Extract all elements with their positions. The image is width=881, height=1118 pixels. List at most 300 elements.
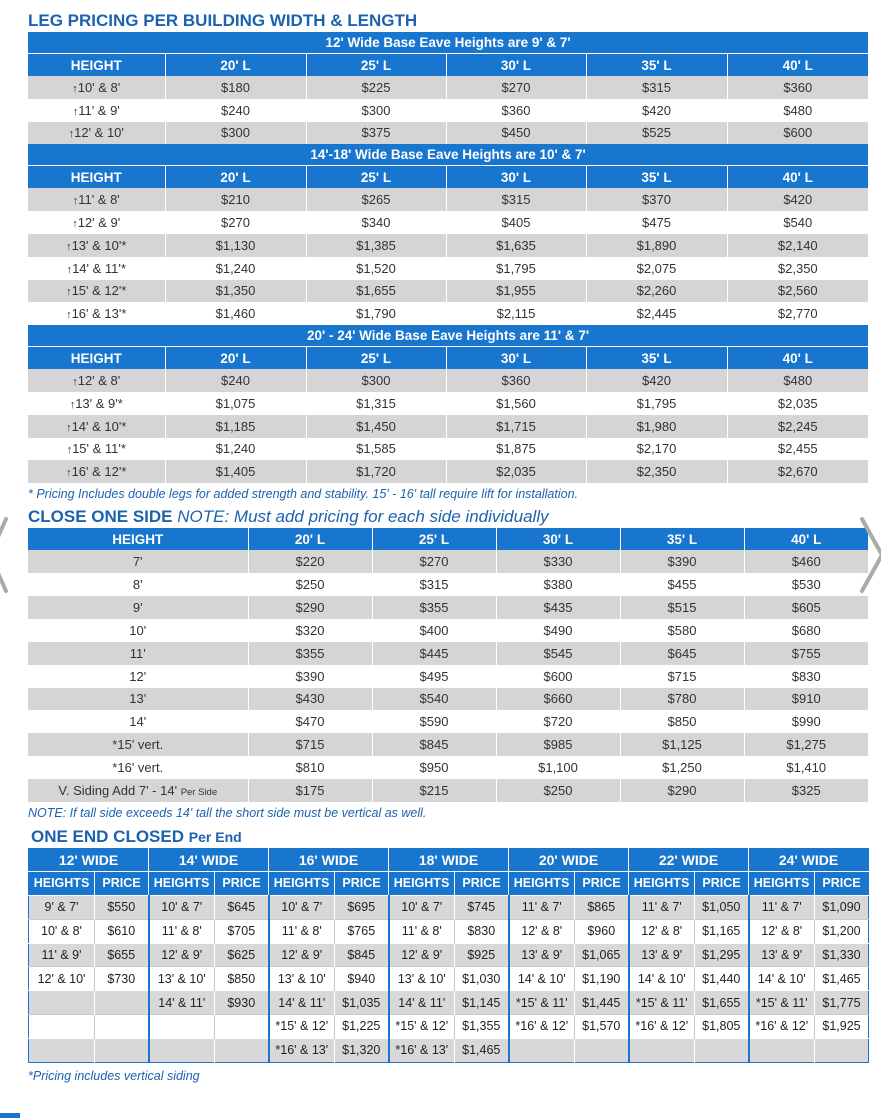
price-cell	[95, 1038, 149, 1062]
price-cell: $1,125	[620, 733, 744, 756]
height-cell	[28, 369, 165, 392]
price-cell: $1,035	[335, 991, 389, 1015]
price-cell: $765	[335, 919, 389, 943]
price-cell: $480	[727, 369, 868, 392]
column-header: 20' L	[165, 54, 306, 77]
price-cell: $1,955	[446, 280, 586, 303]
price-cell: $1,795	[446, 257, 586, 280]
price-cell: $405	[446, 211, 586, 234]
price-cell: $265	[306, 188, 446, 211]
price-cell: $940	[335, 967, 389, 991]
table-row	[29, 1038, 869, 1062]
price-cell: $2,170	[586, 438, 727, 461]
price-cell: $300	[165, 122, 306, 145]
vsiding-row	[28, 779, 868, 802]
width-header-row	[29, 848, 869, 871]
price-cell: $1,240	[165, 257, 306, 280]
height-label: 16' & 12'*	[71, 464, 127, 480]
heights-cell: 14' & 11'	[389, 991, 455, 1015]
price-cell: $1,450	[306, 415, 446, 438]
height-label: 11' & 8'	[78, 192, 120, 208]
heights-header: HEIGHTS	[29, 871, 95, 895]
price-header: PRICE	[815, 871, 869, 895]
price-cell: $1,635	[446, 234, 586, 257]
column-header: 35' L	[586, 347, 727, 370]
price-cell: $990	[744, 710, 868, 733]
up-arrow-icon: ↑	[72, 82, 78, 95]
heights-cell: 9' & 7'	[29, 895, 95, 919]
price-header: PRICE	[215, 871, 269, 895]
eave-band	[28, 325, 868, 347]
column-header-row	[28, 166, 868, 189]
heights-cell: 14' & 10'	[749, 967, 815, 991]
column-header: HEIGHT	[28, 347, 165, 370]
column-header: 40' L	[727, 347, 868, 370]
heights-cell: *16' & 12'	[749, 1014, 815, 1038]
price-header: PRICE	[95, 871, 149, 895]
height-cell	[28, 234, 165, 257]
price-cell: $810	[248, 756, 372, 779]
height-label: 13' & 9'*	[75, 395, 123, 411]
price-cell: $225	[306, 76, 446, 99]
table-row	[28, 710, 868, 733]
column-header-row	[28, 347, 868, 370]
heights-header: HEIGHTS	[629, 871, 695, 895]
price-header: PRICE	[575, 871, 629, 895]
column-header: 25' L	[372, 528, 496, 550]
price-cell: $645	[620, 642, 744, 665]
heights-cell: 13' & 9'	[509, 943, 575, 967]
price-cell: $2,140	[727, 234, 868, 257]
price-cell: $525	[586, 122, 727, 145]
height-cell	[28, 415, 165, 438]
price-cell: $400	[372, 619, 496, 642]
table-row	[28, 550, 868, 573]
price-cell: $660	[496, 688, 620, 711]
heights-cell: 11' & 8'	[149, 919, 215, 943]
heights-cell: 14' & 11'	[149, 991, 215, 1015]
heights-cell	[149, 1038, 215, 1062]
up-arrow-icon: ↑	[72, 376, 78, 389]
heights-header: HEIGHTS	[509, 871, 575, 895]
price-cell: $360	[446, 99, 586, 122]
heights-cell: 14' & 10'	[629, 967, 695, 991]
price-cell	[215, 1038, 269, 1062]
price-cell: $240	[165, 99, 306, 122]
price-cell: $1,320	[335, 1038, 389, 1062]
price-cell: $550	[95, 895, 149, 919]
price-cell: $210	[165, 188, 306, 211]
price-cell: $845	[335, 943, 389, 967]
table-row	[28, 756, 868, 779]
price-cell: $1,075	[165, 392, 306, 415]
heights-cell: *15' & 11'	[749, 991, 815, 1015]
table-row	[28, 688, 868, 711]
up-arrow-icon: ↑	[66, 286, 72, 299]
column-header: 25' L	[306, 54, 446, 77]
price-cell: $355	[248, 642, 372, 665]
price-sheet	[28, 10, 868, 1087]
table-row	[28, 302, 868, 325]
table-row	[28, 733, 868, 756]
price-cell: $925	[455, 943, 509, 967]
column-header: 25' L	[306, 166, 446, 189]
price-cell: $1,275	[744, 733, 868, 756]
price-cell: $655	[95, 943, 149, 967]
height-cell: 14'	[28, 710, 248, 733]
price-cell: $755	[744, 642, 868, 665]
price-cell: $850	[215, 967, 269, 991]
price-cell: $420	[586, 99, 727, 122]
column-header: HEIGHT	[28, 528, 248, 550]
table-row	[29, 967, 869, 991]
table-row	[29, 943, 869, 967]
price-cell: $540	[372, 688, 496, 711]
column-header: 40' L	[727, 54, 868, 77]
heights-cell: *16' & 12'	[629, 1014, 695, 1038]
price-cell: $470	[248, 710, 372, 733]
column-header: HEIGHT	[28, 54, 165, 77]
price-cell: $1,925	[815, 1014, 869, 1038]
table-row	[28, 573, 868, 596]
height-label: 12' & 10'	[74, 125, 124, 141]
price-cell: $625	[215, 943, 269, 967]
close-one-side-footnote: NOTE: If tall side exceeds 14' tall the short side must be vertical as well.	[28, 805, 427, 820]
price-cell: $730	[95, 967, 149, 991]
price-cell: $360	[446, 369, 586, 392]
price-cell: $590	[372, 710, 496, 733]
price-cell: $1,090	[815, 895, 869, 919]
column-header: 40' L	[727, 166, 868, 189]
price-header: PRICE	[695, 871, 749, 895]
price-cell: $370	[586, 188, 727, 211]
width-header: 18' WIDE	[389, 848, 509, 871]
height-label: 15' & 12'*	[71, 283, 127, 299]
height-cell: 12'	[28, 665, 248, 688]
price-cell: $530	[744, 573, 868, 596]
heights-cell: 12' & 10'	[29, 967, 95, 991]
up-arrow-icon: ↑	[66, 421, 72, 434]
height-cell	[28, 302, 165, 325]
price-cell: $1,295	[695, 943, 749, 967]
column-header: 20' L	[165, 166, 306, 189]
height-cell: *15' vert.	[28, 733, 248, 756]
table-row	[29, 1014, 869, 1038]
width-header: 16' WIDE	[269, 848, 389, 871]
height-label: 14' & 11'*	[72, 260, 126, 276]
price-cell: $290	[248, 596, 372, 619]
price-cell: $315	[446, 188, 586, 211]
table-row	[28, 596, 868, 619]
heights-cell	[749, 1038, 815, 1062]
price-cell: $1,030	[455, 967, 509, 991]
price-cell: $240	[165, 369, 306, 392]
heights-cell: 11' & 8'	[269, 919, 335, 943]
price-cell: $1,440	[695, 967, 749, 991]
heights-cell: 14' & 10'	[509, 967, 575, 991]
width-header: 24' WIDE	[749, 848, 869, 871]
price-cell: $745	[455, 895, 509, 919]
table-row	[29, 991, 869, 1015]
price-cell: $380	[496, 573, 620, 596]
price-cell: $360	[727, 76, 868, 99]
height-label: 12' & 9'	[77, 215, 121, 231]
price-cell: $300	[306, 369, 446, 392]
price-cell: $1,385	[306, 234, 446, 257]
column-header: 30' L	[496, 528, 620, 550]
height-cell	[28, 280, 165, 303]
heights-cell: 13' & 10'	[269, 967, 335, 991]
price-cell: $1,655	[695, 991, 749, 1015]
price-cell: $250	[248, 573, 372, 596]
heights-cell: 12' & 8'	[629, 919, 695, 943]
heights-cell: 10' & 8'	[29, 919, 95, 943]
price-cell: $910	[744, 688, 868, 711]
price-cell: $215	[372, 779, 496, 802]
heights-header: HEIGHTS	[389, 871, 455, 895]
chevron-right-icon	[862, 519, 881, 591]
table-row	[28, 76, 868, 99]
close-one-side-heading: CLOSE ONE SIDE	[28, 507, 173, 527]
price-cell: $180	[165, 76, 306, 99]
heights-cell: 13' & 10'	[149, 967, 215, 991]
heights-cell: 13' & 9'	[749, 943, 815, 967]
price-cell: $705	[215, 919, 269, 943]
column-header: 20' L	[248, 528, 372, 550]
height-cell: 9'	[28, 596, 248, 619]
vsiding-label-cell	[28, 779, 248, 802]
price-cell: $830	[455, 919, 509, 943]
column-header: 40' L	[744, 528, 868, 550]
height-label: 15' & 11'*	[72, 441, 126, 457]
price-cell: $1,445	[575, 991, 629, 1015]
price-cell: $1,720	[306, 460, 446, 483]
price-cell: $1,980	[586, 415, 727, 438]
leg-pricing-title: LEG PRICING PER BUILDING WIDTH & LENGTH	[28, 11, 418, 30]
price-cell: $480	[727, 99, 868, 122]
chevron-left-icon	[0, 519, 6, 591]
price-cell: $1,190	[575, 967, 629, 991]
table-row	[28, 415, 868, 438]
price-cell: $1,790	[306, 302, 446, 325]
prev-page-arrow[interactable]	[0, 515, 16, 595]
heights-cell: 12' & 9'	[269, 943, 335, 967]
price-cell: $1,165	[695, 919, 749, 943]
price-cell: $1,350	[165, 280, 306, 303]
vsiding-label: V. Siding Add 7' - 14'	[58, 783, 178, 798]
width-header: 14' WIDE	[149, 848, 269, 871]
price-cell: $175	[248, 779, 372, 802]
price-cell: $2,350	[727, 257, 868, 280]
height-cell	[28, 211, 165, 234]
table-row	[28, 99, 868, 122]
price-cell: $830	[744, 665, 868, 688]
heights-cell: 12' & 8'	[749, 919, 815, 943]
price-cell: $270	[372, 550, 496, 573]
heights-cell: *16' & 13'	[389, 1038, 455, 1062]
price-cell: $270	[165, 211, 306, 234]
price-cell: $2,245	[727, 415, 868, 438]
heights-cell: 10' & 7'	[269, 895, 335, 919]
price-cell: $1,465	[455, 1038, 509, 1062]
up-arrow-icon: ↑	[66, 263, 73, 276]
column-header: 20' L	[165, 347, 306, 370]
price-cell: $420	[586, 369, 727, 392]
price-cell: $1,240	[165, 438, 306, 461]
price-cell	[95, 1014, 149, 1038]
column-header: 35' L	[620, 528, 744, 550]
vsiding-per-side: Per Side	[180, 787, 218, 798]
price-cell: $680	[744, 619, 868, 642]
leg-pricing-table	[28, 32, 868, 483]
height-label: 16' & 13'*	[71, 306, 127, 322]
height-label: 10' & 8'	[77, 79, 121, 95]
price-cell: $490	[496, 619, 620, 642]
sub-header-row	[29, 871, 869, 895]
price-cell: $600	[496, 665, 620, 688]
table-row	[28, 642, 868, 665]
price-cell: $455	[620, 573, 744, 596]
heights-cell: *16' & 13'	[269, 1038, 335, 1062]
heights-cell: 13' & 9'	[629, 943, 695, 967]
eave-band	[28, 32, 868, 54]
price-cell: $1,715	[446, 415, 586, 438]
price-cell: $845	[372, 733, 496, 756]
price-cell: $930	[215, 991, 269, 1015]
table-row	[28, 665, 868, 688]
price-cell: $1,130	[165, 234, 306, 257]
price-cell: $495	[372, 665, 496, 688]
close-one-side-title	[28, 506, 868, 528]
table-row	[28, 122, 868, 145]
price-cell: $1,875	[446, 438, 586, 461]
heights-cell	[29, 1038, 95, 1062]
height-cell	[28, 392, 165, 415]
heights-header: HEIGHTS	[149, 871, 215, 895]
heights-cell: 11' & 9'	[29, 943, 95, 967]
price-cell: $950	[372, 756, 496, 779]
price-cell: $435	[496, 596, 620, 619]
price-cell: $1,465	[815, 967, 869, 991]
price-cell: $1,250	[620, 756, 744, 779]
heights-header: HEIGHTS	[749, 871, 815, 895]
price-cell: $420	[727, 188, 868, 211]
price-cell: $450	[446, 122, 586, 145]
height-label: 11' & 9'	[78, 102, 120, 118]
price-cell	[215, 1014, 269, 1038]
next-page-arrow[interactable]	[858, 515, 881, 595]
one-end-closed-table	[28, 848, 869, 1063]
price-cell: $540	[727, 211, 868, 234]
heights-cell	[29, 1014, 95, 1038]
heights-cell	[629, 1038, 695, 1062]
price-cell: $610	[95, 919, 149, 943]
price-cell: $1,655	[306, 280, 446, 303]
price-cell: $1,185	[165, 415, 306, 438]
price-cell: $2,670	[727, 460, 868, 483]
up-arrow-icon: ↑	[72, 105, 79, 118]
one-end-closed-per-end: Per End	[188, 828, 242, 845]
heights-cell: 10' & 7'	[389, 895, 455, 919]
price-cell: $460	[744, 550, 868, 573]
table-row	[28, 211, 868, 234]
heights-cell: 14' & 11'	[269, 991, 335, 1015]
height-label: 14' & 10'*	[71, 418, 127, 434]
price-cell: $1,890	[586, 234, 727, 257]
up-arrow-icon: ↑	[66, 309, 72, 322]
table-row	[29, 919, 869, 943]
close-one-side-note: NOTE: Must add pricing for each side individually	[177, 507, 549, 527]
price-cell	[95, 991, 149, 1015]
price-cell: $2,445	[586, 302, 727, 325]
price-cell: $545	[496, 642, 620, 665]
price-cell: $1,520	[306, 257, 446, 280]
price-cell: $220	[248, 550, 372, 573]
heights-cell: 13' & 10'	[389, 967, 455, 991]
price-cell: $290	[620, 779, 744, 802]
price-cell: $325	[744, 779, 868, 802]
price-cell: $580	[620, 619, 744, 642]
up-arrow-icon: ↑	[69, 398, 76, 411]
heights-header: HEIGHTS	[269, 871, 335, 895]
height-cell: 13'	[28, 688, 248, 711]
price-header: PRICE	[335, 871, 389, 895]
price-cell: $1,570	[575, 1014, 629, 1038]
price-cell: $390	[620, 550, 744, 573]
page-corner-mark	[0, 1113, 20, 1118]
price-cell: $1,065	[575, 943, 629, 967]
height-cell: 7'	[28, 550, 248, 573]
price-cell: $390	[248, 665, 372, 688]
eave-band-label: 20' - 24' Wide Base Eave Heights are 11' & 7'	[28, 325, 868, 347]
up-arrow-icon: ↑	[66, 444, 73, 457]
table-row	[28, 619, 868, 642]
price-cell: $695	[335, 895, 389, 919]
price-cell: $2,035	[727, 392, 868, 415]
leg-pricing-footnote: * Pricing Includes double legs for added strength and stability. 15' - 16' tall require lift for installation.	[28, 487, 578, 502]
heights-cell: 12' & 9'	[149, 943, 215, 967]
heights-cell: *15' & 12'	[389, 1014, 455, 1038]
price-cell	[575, 1038, 629, 1062]
up-arrow-icon: ↑	[66, 467, 72, 480]
height-cell	[28, 460, 165, 483]
column-header: 30' L	[446, 166, 586, 189]
price-cell: $1,805	[695, 1014, 749, 1038]
eave-band-label: 14'-18' Wide Base Eave Heights are 10' & 7'	[28, 144, 868, 166]
price-cell: $445	[372, 642, 496, 665]
price-cell: $985	[496, 733, 620, 756]
price-cell: $1,050	[695, 895, 749, 919]
price-cell: $1,585	[306, 438, 446, 461]
price-cell: $1,145	[455, 991, 509, 1015]
price-cell: $340	[306, 211, 446, 234]
price-cell: $475	[586, 211, 727, 234]
price-cell: $1,460	[165, 302, 306, 325]
price-cell: $2,115	[446, 302, 586, 325]
height-cell	[28, 76, 165, 99]
price-cell: $1,775	[815, 991, 869, 1015]
one-end-closed-footnote: *Pricing includes vertical siding	[28, 1068, 200, 1083]
column-header: 35' L	[586, 54, 727, 77]
price-cell: $1,315	[306, 392, 446, 415]
price-cell: $1,560	[446, 392, 586, 415]
table-row	[28, 188, 868, 211]
heights-cell: 11' & 7'	[749, 895, 815, 919]
price-cell: $2,075	[586, 257, 727, 280]
column-header-row	[28, 54, 868, 77]
price-cell: $430	[248, 688, 372, 711]
price-cell: $1,225	[335, 1014, 389, 1038]
